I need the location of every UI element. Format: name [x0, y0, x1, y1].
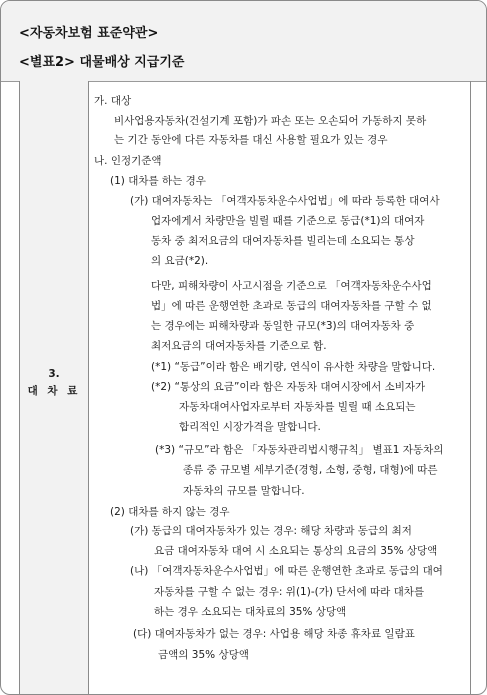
document-title: <자동차보험 표준약관>	[19, 26, 159, 41]
content-table	[19, 81, 471, 694]
section-heading: 가. 대상	[94, 95, 132, 107]
subsection-heading: (1) 대차를 하는 경우	[110, 175, 206, 187]
body-line: 는 경우에는 피해차량과 동일한 규모(*3)의 대여자동차 중	[151, 320, 415, 332]
body-line: 업자에게서 차량만을 빌릴 때를 기준으로 동급(*1)의 대여자	[151, 215, 425, 227]
body-line: (가) 대여자동차는 「여객자동차운수사업법」에 따라 등록한 대여사	[130, 195, 440, 207]
body-line: 하는 경우 소요되는 대차료의 35% 상당액	[154, 606, 347, 618]
body-line: (다) 대여자동차가 없는 경우: 사업용 해당 차종 휴차료 일람표	[133, 628, 415, 640]
footnote-line: (*1) “동급”이라 함은 배기량, 연식이 유사한 차량을 말합니다.	[151, 361, 436, 373]
body-line: 비사업용자동차(건설기계 포함)가 파손 또는 오손되어 가동하지 못하	[114, 115, 427, 127]
body-line: 는 기간 동안에 다른 자동차를 대신 사용할 필요가 있는 경우	[114, 134, 388, 146]
footnote-line: (*2) “통상의 요금”이라 함은 자동차 대여시장에서 소비자가	[151, 381, 426, 393]
subsection-heading: (2) 대차를 하지 않는 경우	[110, 506, 230, 518]
body-line: (나) 「여객자동차운수사업법」에 따른 운행연한 초과로 동급의 대여	[130, 565, 443, 577]
item-name: 대 차 료	[27, 385, 81, 397]
body-line: 법」에 따른 운행연한 초과로 동급의 대여자동차를 구할 수 없	[151, 300, 432, 312]
body-line: 금액의 35% 상당액	[158, 649, 249, 661]
item-number: 3.	[48, 368, 60, 380]
footnote-line: 자동차대여사업자로부터 자동차를 빌릴 때 소요되는	[179, 401, 416, 413]
section-heading: 나. 인정기준액	[94, 155, 162, 167]
header-section	[1, 1, 486, 82]
footnote-line: 합리적인 시장가격을 말합니다.	[179, 421, 321, 433]
body-line: (가) 동급의 대여자동차가 있는 경우: 해당 차량과 동급의 최저	[130, 525, 412, 537]
item-label-cell	[20, 81, 89, 694]
footnote-line: 자동차의 규모를 말합니다.	[183, 485, 305, 497]
body-line: 다만, 피해차량이 사고시점을 기준으로 「여객자동차운수사업	[151, 280, 432, 292]
footnote-line: (*3) “규모”라 함은 「자동차관리법시행규칙」 별표1 자동차의	[155, 444, 444, 456]
body-line: 동차 중 최저요금의 대여자동차를 빌리는데 소요되는 통상	[151, 235, 415, 247]
footnote-line: 종류 중 규모별 세부기준(경형, 소형, 중형, 대형)에 따른	[183, 464, 438, 476]
body-line: 의 요금(*2).	[151, 255, 209, 267]
body-line: 최저요금의 대여자동차를 기준으로 함.	[151, 340, 327, 352]
body-line: 요금 대여자동차 대여 시 소요되는 통상의 요금의 35% 상당액	[154, 545, 438, 557]
body-line: 자동차를 구할 수 없는 경우: 위(1)-(가) 단서에 따라 대차를	[154, 586, 425, 598]
table-title: <별표2> 대물배상 지급기준	[19, 55, 185, 70]
